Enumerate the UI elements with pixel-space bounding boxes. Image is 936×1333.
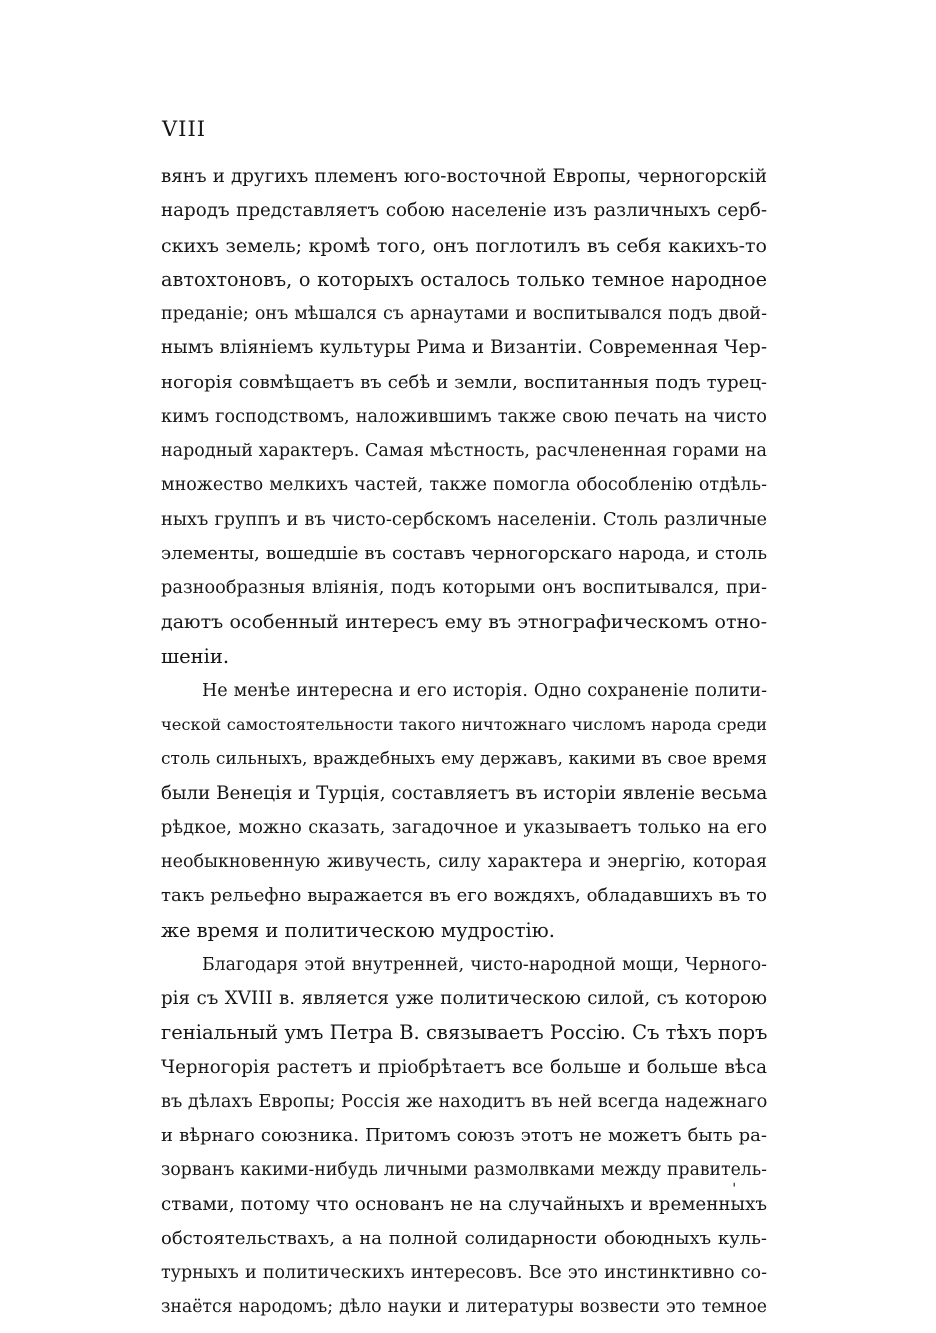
text-line: зорванъ какими-нибудь личными размолвками между правитель- (161, 1160, 767, 1181)
text-line: народный характеръ. Самая мѣстность, расчлененная горами на (161, 441, 767, 461)
text-line: были Венеція и Турція, составляетъ въ исторіи явленіе весьма (161, 782, 767, 804)
paragraph (161, 948, 767, 1325)
text-line: такъ рельефно выражается въ его вождяхъ, обладавшихъ въ то (161, 885, 767, 907)
text-line: столь сильныхъ, враждебныхъ ему державъ, какими въ свое время (161, 749, 767, 770)
body-text (161, 160, 767, 1325)
text-line: необыкновенную живучесть, силу характера и энергію, которая (161, 852, 767, 872)
text-line: разнообразныя вліянія, подъ которыми онъ воспитывался, при- (161, 578, 767, 598)
text-line: ствами, потому что основанъ не на случайныхъ и временныхъ (161, 1193, 767, 1215)
text-line: автохтоновъ, о которыхъ осталось только темное народное (161, 267, 767, 291)
text-line: Не менѣе интересна и его исторія. Одно сохраненіе полити- (202, 680, 767, 701)
text-line: даютъ особенный интересъ ему въ этнографическомъ отно- (161, 611, 767, 634)
text-line: кимъ господствомъ, наложившимъ также свою печать на чисто (161, 406, 767, 427)
text-line: же время и политическою мудростію. (161, 918, 555, 942)
text-line: скихъ земель; кромѣ того, онъ поглотилъ въ себя какихъ-то (161, 234, 767, 257)
text-line: народъ представляетъ собою населеніе изъ различныхъ серб- (161, 200, 767, 222)
text-line: Благодаря этой внутренней, чисто-народной мощи, Черного- (202, 954, 767, 975)
text-line: элементы, вошедшіе въ составъ черногорскаго народа, и столь (161, 542, 767, 564)
text-line: ческой самостоятельности такого ничтожнаго числомъ народа среди (161, 715, 767, 734)
text-line: ныхъ группъ и въ чисто-сербскомъ населеніи. Столь различные (161, 509, 767, 530)
text-line: обстоятельствахъ, а на полной солидарности обоюдныхъ куль- (161, 1227, 767, 1249)
text-line: преданіе; онъ мѣшался съ арнаутами и воспитывался подъ двой- (161, 304, 767, 324)
text-line: турныхъ и политическихъ интересовъ. Все это инстинктивно со- (161, 1263, 767, 1283)
paragraph (161, 674, 767, 948)
text-line: рія съ XVIII в. является уже политическою силой, съ которою (161, 988, 767, 1009)
print-mark-icon: ˈ (732, 1180, 737, 1199)
text-line: знаётся народомъ; дѣло науки и литературы возвести это темное (161, 1297, 767, 1318)
text-line: рѣдкое, можно сказать, загадочное и указываетъ только на его (161, 817, 767, 838)
text-line: Черногорія растетъ и пріобрѣтаетъ все больше и больше вѣса (161, 1056, 767, 1078)
text-line: ногорія совмѣщаетъ въ себѣ и земли, воспитанныя подъ турец- (161, 371, 767, 393)
page-number: VIII (162, 117, 207, 141)
text-line: въ дѣлахъ Европы; Россія же находитъ въ ней всегда надежнаго (161, 1091, 767, 1112)
text-line: и вѣрнаго союзника. Притомъ союзъ этотъ не можетъ быть ра- (161, 1125, 767, 1146)
text-line: множество мелкихъ частей, также помогла обособленію отдѣль- (161, 475, 767, 496)
text-line: шеніи. (161, 644, 230, 668)
text-line: нымъ вліяніемъ культуры Рима и Византіи. Современная Чер- (161, 337, 767, 359)
text-line: вянъ и другихъ племенъ юго-восточной Европы, черногорскій (161, 166, 767, 187)
text-line: геніальный умъ Петра В. связываетъ Россію. Съ тѣхъ поръ (161, 1021, 767, 1045)
paragraph (161, 160, 767, 674)
